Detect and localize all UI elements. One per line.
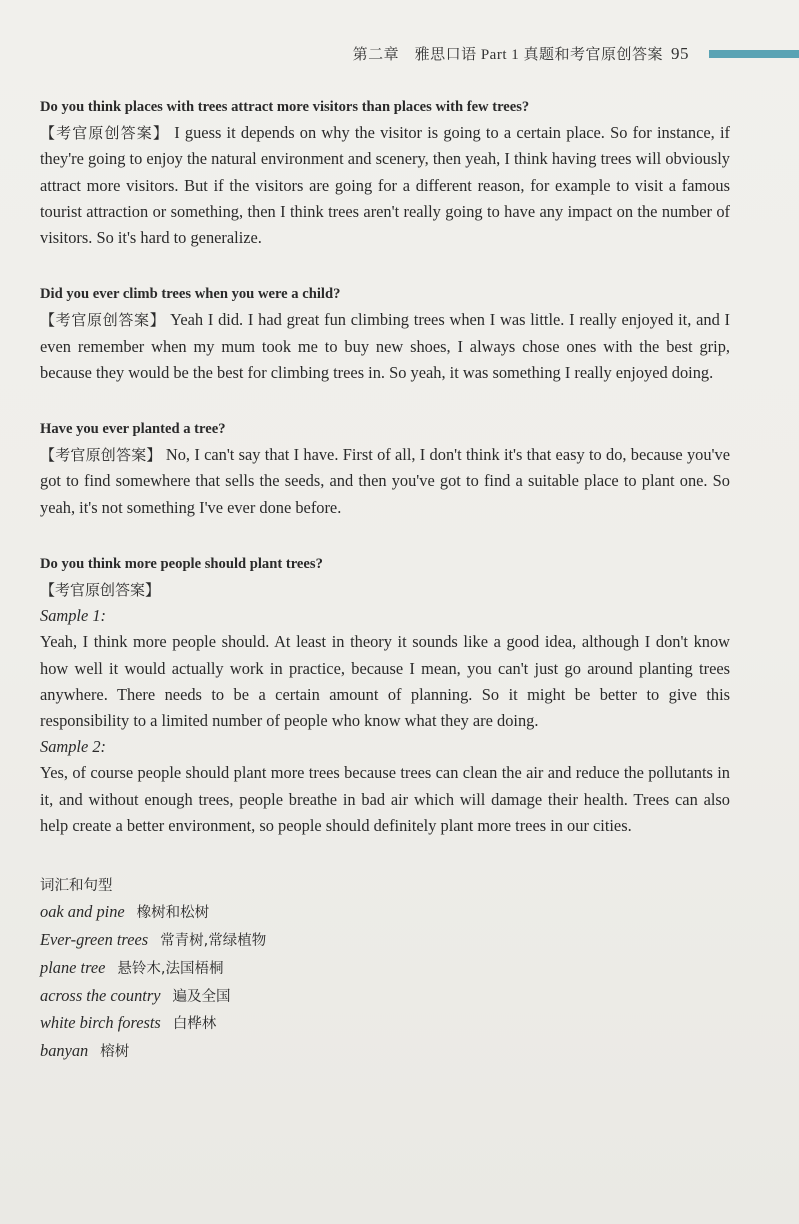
vocab-chinese: 白桦林 [172,1016,217,1033]
vocab-chinese: 悬铃木,法国梧桐 [117,960,224,977]
sample-2-text: Yes, of course people should plant more trees because trees can clean the air and reduce the pollutants in it, and without enough trees, people breathe in bad air which will damage their health. Trees can also help create a better environment, so people should definitely plant more trees in our cities. [40,763,730,835]
answer-tag: 【考官原创答案】 [40,124,169,143]
vocab-item [40,927,730,955]
vocab-english: oak and pine [40,902,125,922]
question-heading: Did you ever climb trees when you were a child? [40,286,341,303]
header-title-block [353,43,689,64]
answer-paragraph [40,120,730,251]
answer-paragraph [40,307,730,386]
vocab-item [40,1038,730,1066]
vocab-item [40,1010,730,1038]
sample-1-label: Sample 1: [40,606,107,626]
page-content [40,94,730,1066]
vocab-english: Ever-green trees [40,930,149,950]
vocab-english: white birch forests [40,1013,161,1033]
sample-2-label: Sample 2: [40,737,107,757]
chapter-title: 第二章 雅思口语 Part 1 真题和考官原创答案 [352,47,663,63]
vocab-english: plane tree [40,957,106,977]
vocab-item [40,899,730,927]
vocab-english: banyan [40,1041,89,1061]
answer-tag: 【考官原创答案】 [40,581,161,600]
answer-text: I guess it depends on why the visitor is going to a certain place. So for instance, if they're going to enjoy the natural environment and scenery, then yeah, I think having trees will obviously attract more visitors. But if the visitors are going for a different reason, for example to visit a famous tourist attraction or something, then I think trees aren't really going to have any impact on the number of visitors. So it's hard to generalize. [40,123,730,248]
vocab-chinese: 遍及全国 [172,988,231,1005]
sample-1-text: Yeah, I think more people should. At least in theory it sounds like a good idea, although I don't know how well it would actually work in practice, because I mean, you can't just go around planting trees anywhere. There needs to be a certain amount of planning. So it might be better to give this responsibility to a limited number of people who know what they are doing. [40,632,730,731]
question-heading: Do you think places with trees attract more visitors than places with few trees? [40,99,530,115]
vocab-chinese: 常青树,常绿植物 [160,933,267,950]
answer-tag: 【考官原创答案】 [40,311,166,330]
question-heading: Do you think more people should plant trees? [40,555,323,572]
answer-text: No, I can't say that I have. First of all, I don't think it's that easy to do, because you've got to find somewhere that sells the seeds, and then you've got to find a suitable place to plant one. So yeah, it's not something I've ever done before. [40,445,730,517]
vocab-chinese: 榕树 [100,1044,130,1061]
vocab-english: across the country [40,985,161,1005]
question-heading: Have you ever planted a tree? [40,421,226,438]
answer-text: Yeah I did. I had great fun climbing trees when I was little. I really enjoyed it, and I even remember when my mum took me to buy new shoes, I always chose ones with the best grip, because they would be the best for climbing trees in. So yeah, it was something I really enjoyed doing. [40,310,730,382]
vocab-chinese: 橡树和松树 [136,905,210,922]
vocab-section-title: 词汇和句型 [40,878,113,895]
header-accent-bar [709,50,799,58]
running-header [0,40,799,70]
vocab-item [40,955,730,983]
answer-paragraph [40,442,730,521]
answer-tag-line [40,577,730,603]
vocab-item [40,983,730,1011]
answer-tag: 【考官原创答案】 [40,446,162,465]
page-number: 95 [671,44,689,63]
